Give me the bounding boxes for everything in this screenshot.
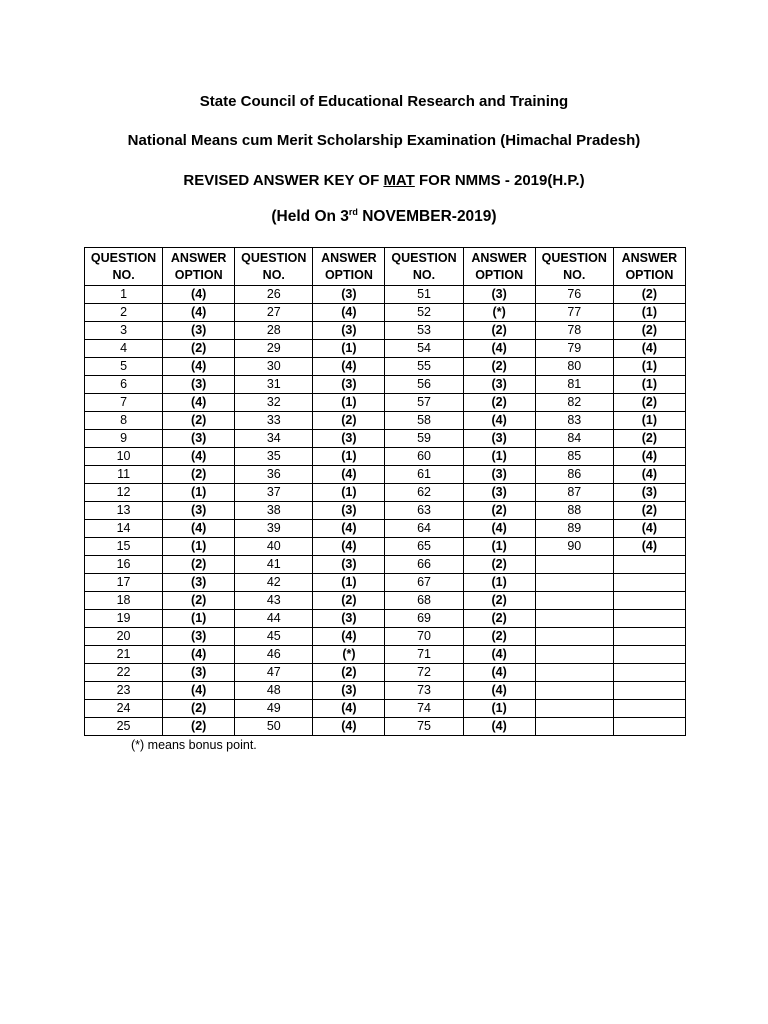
table-row <box>85 574 686 592</box>
table-row <box>85 682 686 700</box>
table-row <box>85 304 686 322</box>
answer-option-cell: (3) <box>313 502 385 520</box>
column-header-line: OPTION <box>324 267 373 282</box>
question-number-cell: 19 <box>85 610 163 628</box>
question-number-cell: 23 <box>85 682 163 700</box>
answer-option-cell: (2) <box>463 394 535 412</box>
answer-option-cell: (4) <box>163 286 235 304</box>
question-number-cell: 16 <box>85 556 163 574</box>
table-row <box>85 592 686 610</box>
question-number-cell: 32 <box>235 394 313 412</box>
column-header-line: NO. <box>412 267 436 282</box>
answer-option-cell: (1) <box>163 538 235 556</box>
question-number-cell: 42 <box>235 574 313 592</box>
question-number-cell: 40 <box>235 538 313 556</box>
table-row <box>85 394 686 412</box>
answer-option-cell: (4) <box>463 520 535 538</box>
answer-option-cell: (2) <box>613 322 685 340</box>
answer-option-cell: (4) <box>163 394 235 412</box>
table-body <box>85 286 686 736</box>
question-number-cell: 17 <box>85 574 163 592</box>
answer-option-cell: (1) <box>163 484 235 502</box>
question-number-cell: 21 <box>85 646 163 664</box>
answer-option-cell: (3) <box>163 322 235 340</box>
answer-option-cell: (1) <box>313 448 385 466</box>
answer-option-cell <box>613 556 685 574</box>
answer-option-cell: (4) <box>313 466 385 484</box>
column-header-line: OPTION <box>174 267 223 282</box>
answer-option-cell: (2) <box>463 358 535 376</box>
question-number-cell: 67 <box>385 574 463 592</box>
question-number-cell: 6 <box>85 376 163 394</box>
table-row <box>85 376 686 394</box>
answer-option-cell: (1) <box>163 610 235 628</box>
column-header <box>235 248 313 286</box>
held-on-post: NOVEMBER-2019) <box>357 208 497 225</box>
table-row <box>85 718 686 736</box>
column-header-line: ANSWER <box>170 250 227 265</box>
question-number-cell: 86 <box>535 466 613 484</box>
answer-option-cell: (1) <box>463 538 535 556</box>
question-number-cell: 18 <box>85 592 163 610</box>
answer-option-cell: (3) <box>463 466 535 484</box>
question-number-cell <box>535 628 613 646</box>
answer-option-cell: (2) <box>163 700 235 718</box>
answer-option-cell: (1) <box>613 304 685 322</box>
question-number-cell: 70 <box>385 628 463 646</box>
answer-option-cell <box>613 718 685 736</box>
question-number-cell: 14 <box>85 520 163 538</box>
answer-option-cell: (2) <box>463 322 535 340</box>
answer-option-cell: (4) <box>613 340 685 358</box>
question-number-cell: 55 <box>385 358 463 376</box>
question-number-cell: 72 <box>385 664 463 682</box>
answer-option-cell: (1) <box>613 412 685 430</box>
answer-option-cell: (4) <box>163 304 235 322</box>
question-number-cell: 4 <box>85 340 163 358</box>
title-answer-key-pre: REVISED ANSWER KEY OF <box>183 172 384 189</box>
question-number-cell: 15 <box>85 538 163 556</box>
question-number-cell <box>535 718 613 736</box>
question-number-cell: 80 <box>535 358 613 376</box>
answer-option-cell: (4) <box>313 520 385 538</box>
answer-option-cell <box>613 592 685 610</box>
column-header <box>163 248 235 286</box>
question-number-cell <box>535 592 613 610</box>
answer-option-cell: (3) <box>163 574 235 592</box>
table-row <box>85 646 686 664</box>
column-header-line: NO. <box>563 267 586 282</box>
answer-option-cell <box>613 646 685 664</box>
question-number-cell: 58 <box>385 412 463 430</box>
table-row <box>85 502 686 520</box>
question-number-cell: 57 <box>385 394 463 412</box>
column-header-line: QUESTION <box>541 250 607 265</box>
answer-option-cell: (3) <box>163 502 235 520</box>
answer-option-cell: (2) <box>163 556 235 574</box>
answer-option-cell: (1) <box>613 358 685 376</box>
answer-option-cell: (4) <box>163 358 235 376</box>
answer-option-cell: (1) <box>313 484 385 502</box>
answer-option-cell: (4) <box>463 718 535 736</box>
answer-option-cell: (2) <box>613 394 685 412</box>
question-number-cell: 73 <box>385 682 463 700</box>
question-number-cell: 60 <box>385 448 463 466</box>
table-row <box>85 520 686 538</box>
question-number-cell: 26 <box>235 286 313 304</box>
answer-option-cell: (3) <box>313 430 385 448</box>
question-number-cell: 76 <box>535 286 613 304</box>
question-number-cell: 2 <box>85 304 163 322</box>
question-number-cell: 87 <box>535 484 613 502</box>
column-header <box>535 248 613 286</box>
question-number-cell <box>535 610 613 628</box>
question-number-cell: 54 <box>385 340 463 358</box>
answer-option-cell: (2) <box>163 466 235 484</box>
question-number-cell: 24 <box>85 700 163 718</box>
answer-option-cell: (4) <box>313 358 385 376</box>
answer-option-cell: (2) <box>163 412 235 430</box>
question-number-cell: 85 <box>535 448 613 466</box>
question-number-cell: 81 <box>535 376 613 394</box>
question-number-cell: 56 <box>385 376 463 394</box>
answer-option-cell: (1) <box>313 394 385 412</box>
column-header-line: NO. <box>112 267 135 282</box>
column-header-line: OPTION <box>475 267 524 282</box>
answer-option-cell: (3) <box>463 286 535 304</box>
question-number-cell: 62 <box>385 484 463 502</box>
question-number-cell: 31 <box>235 376 313 394</box>
answer-option-cell: (1) <box>313 340 385 358</box>
column-header <box>385 248 463 286</box>
answer-option-cell: (4) <box>313 304 385 322</box>
answer-option-cell: (3) <box>313 610 385 628</box>
answer-option-cell: (*) <box>463 304 535 322</box>
column-header-line: ANSWER <box>471 250 527 265</box>
answer-option-cell: (2) <box>163 340 235 358</box>
answer-option-cell: (2) <box>463 628 535 646</box>
answer-option-cell: (3) <box>163 430 235 448</box>
answer-option-cell: (2) <box>613 430 685 448</box>
answer-option-cell: (3) <box>313 682 385 700</box>
table-header-row <box>85 248 686 286</box>
answer-option-cell: (4) <box>613 466 685 484</box>
answer-option-cell: (4) <box>463 682 535 700</box>
question-number-cell: 39 <box>235 520 313 538</box>
question-number-cell: 48 <box>235 682 313 700</box>
question-number-cell: 50 <box>235 718 313 736</box>
question-number-cell: 52 <box>385 304 463 322</box>
question-number-cell: 45 <box>235 628 313 646</box>
title-exam: National Means cum Merit Scholarship Examination (Himachal Pradesh) <box>127 132 641 149</box>
answer-option-cell <box>613 574 685 592</box>
answer-option-cell: (1) <box>463 448 535 466</box>
question-number-cell: 3 <box>85 322 163 340</box>
table-row <box>85 628 686 646</box>
column-header-line: NO. <box>262 267 285 282</box>
table-row <box>85 700 686 718</box>
question-number-cell: 83 <box>535 412 613 430</box>
question-number-cell: 41 <box>235 556 313 574</box>
answer-option-cell: (3) <box>313 322 385 340</box>
answer-option-cell: (3) <box>163 628 235 646</box>
answer-option-cell: (3) <box>163 376 235 394</box>
answer-option-cell: (3) <box>313 286 385 304</box>
footnote-bonus: (*) means bonus point. <box>131 738 257 752</box>
answer-option-cell: (2) <box>613 286 685 304</box>
question-number-cell: 75 <box>385 718 463 736</box>
question-number-cell: 84 <box>535 430 613 448</box>
answer-option-cell: (4) <box>463 412 535 430</box>
question-number-cell <box>535 556 613 574</box>
question-number-cell: 46 <box>235 646 313 664</box>
question-number-cell: 30 <box>235 358 313 376</box>
question-number-cell: 69 <box>385 610 463 628</box>
answer-option-cell <box>613 610 685 628</box>
answer-option-cell: (4) <box>463 664 535 682</box>
title-held-on <box>0 208 768 226</box>
answer-option-cell: (1) <box>313 574 385 592</box>
column-header-line: QUESTION <box>391 250 457 265</box>
table-row <box>85 610 686 628</box>
table-row <box>85 484 686 502</box>
question-number-cell: 10 <box>85 448 163 466</box>
answer-option-cell: (1) <box>613 376 685 394</box>
question-number-cell: 47 <box>235 664 313 682</box>
table-row <box>85 340 686 358</box>
question-number-cell <box>535 664 613 682</box>
question-number-cell: 20 <box>85 628 163 646</box>
question-number-cell: 64 <box>385 520 463 538</box>
question-number-cell: 66 <box>385 556 463 574</box>
question-number-cell: 9 <box>85 430 163 448</box>
answer-option-cell: (4) <box>613 448 685 466</box>
table-row <box>85 538 686 556</box>
answer-option-cell: (4) <box>313 700 385 718</box>
answer-option-cell: (3) <box>163 664 235 682</box>
answer-option-cell: (4) <box>163 520 235 538</box>
answer-option-cell: (3) <box>463 430 535 448</box>
question-number-cell: 53 <box>385 322 463 340</box>
question-number-cell: 65 <box>385 538 463 556</box>
answer-option-cell: (1) <box>463 574 535 592</box>
answer-option-cell: (4) <box>463 340 535 358</box>
answer-option-cell: (2) <box>313 664 385 682</box>
column-header <box>463 248 535 286</box>
table-row <box>85 412 686 430</box>
answer-option-cell: (4) <box>163 448 235 466</box>
question-number-cell: 79 <box>535 340 613 358</box>
question-number-cell: 29 <box>235 340 313 358</box>
answer-option-cell: (2) <box>163 718 235 736</box>
question-number-cell: 28 <box>235 322 313 340</box>
question-number-cell: 1 <box>85 286 163 304</box>
answer-option-cell: (4) <box>163 646 235 664</box>
question-number-cell: 43 <box>235 592 313 610</box>
table-row <box>85 286 686 304</box>
question-number-cell: 63 <box>385 502 463 520</box>
answer-option-cell: (4) <box>313 628 385 646</box>
answer-option-cell: (2) <box>163 592 235 610</box>
column-header-line: QUESTION <box>90 250 157 265</box>
question-number-cell: 12 <box>85 484 163 502</box>
column-header-line: QUESTION <box>241 250 307 265</box>
question-number-cell: 27 <box>235 304 313 322</box>
question-number-cell: 38 <box>235 502 313 520</box>
question-number-cell: 90 <box>535 538 613 556</box>
column-header <box>85 248 163 286</box>
column-header-line: OPTION <box>625 267 674 282</box>
question-number-cell <box>535 682 613 700</box>
answer-option-cell: (4) <box>163 682 235 700</box>
answer-option-cell: (2) <box>463 592 535 610</box>
answer-option-cell: (4) <box>463 646 535 664</box>
question-number-cell: 33 <box>235 412 313 430</box>
question-number-cell: 77 <box>535 304 613 322</box>
question-number-cell: 88 <box>535 502 613 520</box>
column-header-line: ANSWER <box>321 250 377 265</box>
question-number-cell: 34 <box>235 430 313 448</box>
answer-option-cell: (4) <box>613 520 685 538</box>
title-answer-key-post: FOR NMMS - 2019(H.P.) <box>414 172 585 189</box>
answer-option-cell: (*) <box>313 646 385 664</box>
answer-option-cell: (2) <box>463 556 535 574</box>
answer-option-cell: (4) <box>313 538 385 556</box>
column-header <box>613 248 685 286</box>
question-number-cell <box>535 574 613 592</box>
answer-option-cell: (3) <box>613 484 685 502</box>
title-answer-key <box>0 172 768 189</box>
table-row <box>85 448 686 466</box>
held-on-pre: (Held On 3 <box>271 208 349 225</box>
question-number-cell: 71 <box>385 646 463 664</box>
question-number-cell <box>535 646 613 664</box>
answer-option-cell: (3) <box>463 376 535 394</box>
answer-option-cell: (2) <box>463 610 535 628</box>
held-on-sup: rd <box>348 207 358 217</box>
question-number-cell: 25 <box>85 718 163 736</box>
answer-option-cell: (3) <box>313 376 385 394</box>
question-number-cell: 68 <box>385 592 463 610</box>
question-number-cell: 8 <box>85 412 163 430</box>
question-number-cell: 11 <box>85 466 163 484</box>
question-number-cell: 74 <box>385 700 463 718</box>
column-header-line: ANSWER <box>621 250 678 265</box>
question-number-cell: 59 <box>385 430 463 448</box>
table-row <box>85 322 686 340</box>
answer-option-cell <box>613 664 685 682</box>
table-row <box>85 430 686 448</box>
question-number-cell: 36 <box>235 466 313 484</box>
question-number-cell <box>535 700 613 718</box>
answer-option-cell: (4) <box>313 718 385 736</box>
answer-option-cell <box>613 682 685 700</box>
question-number-cell: 37 <box>235 484 313 502</box>
answer-option-cell: (3) <box>463 484 535 502</box>
answer-option-cell: (2) <box>613 502 685 520</box>
answer-option-cell: (2) <box>313 412 385 430</box>
question-number-cell: 13 <box>85 502 163 520</box>
table-row <box>85 556 686 574</box>
table-row <box>85 358 686 376</box>
question-number-cell: 35 <box>235 448 313 466</box>
question-number-cell: 7 <box>85 394 163 412</box>
answer-option-cell: (3) <box>313 556 385 574</box>
question-number-cell: 49 <box>235 700 313 718</box>
question-number-cell: 61 <box>385 466 463 484</box>
question-number-cell: 89 <box>535 520 613 538</box>
column-header <box>313 248 385 286</box>
question-number-cell: 78 <box>535 322 613 340</box>
answer-option-cell: (2) <box>463 502 535 520</box>
answer-option-cell: (4) <box>613 538 685 556</box>
question-number-cell: 82 <box>535 394 613 412</box>
answer-option-cell: (1) <box>463 700 535 718</box>
title-council: State Council of Educational Research and Training <box>199 93 569 110</box>
table-row <box>85 466 686 484</box>
question-number-cell: 44 <box>235 610 313 628</box>
question-number-cell: 51 <box>385 286 463 304</box>
answer-key-table <box>84 247 686 736</box>
answer-option-cell: (2) <box>313 592 385 610</box>
table-row <box>85 664 686 682</box>
answer-option-cell <box>613 628 685 646</box>
question-number-cell: 5 <box>85 358 163 376</box>
question-number-cell: 22 <box>85 664 163 682</box>
title-answer-key-mat: MAT <box>383 172 415 189</box>
answer-option-cell <box>613 700 685 718</box>
